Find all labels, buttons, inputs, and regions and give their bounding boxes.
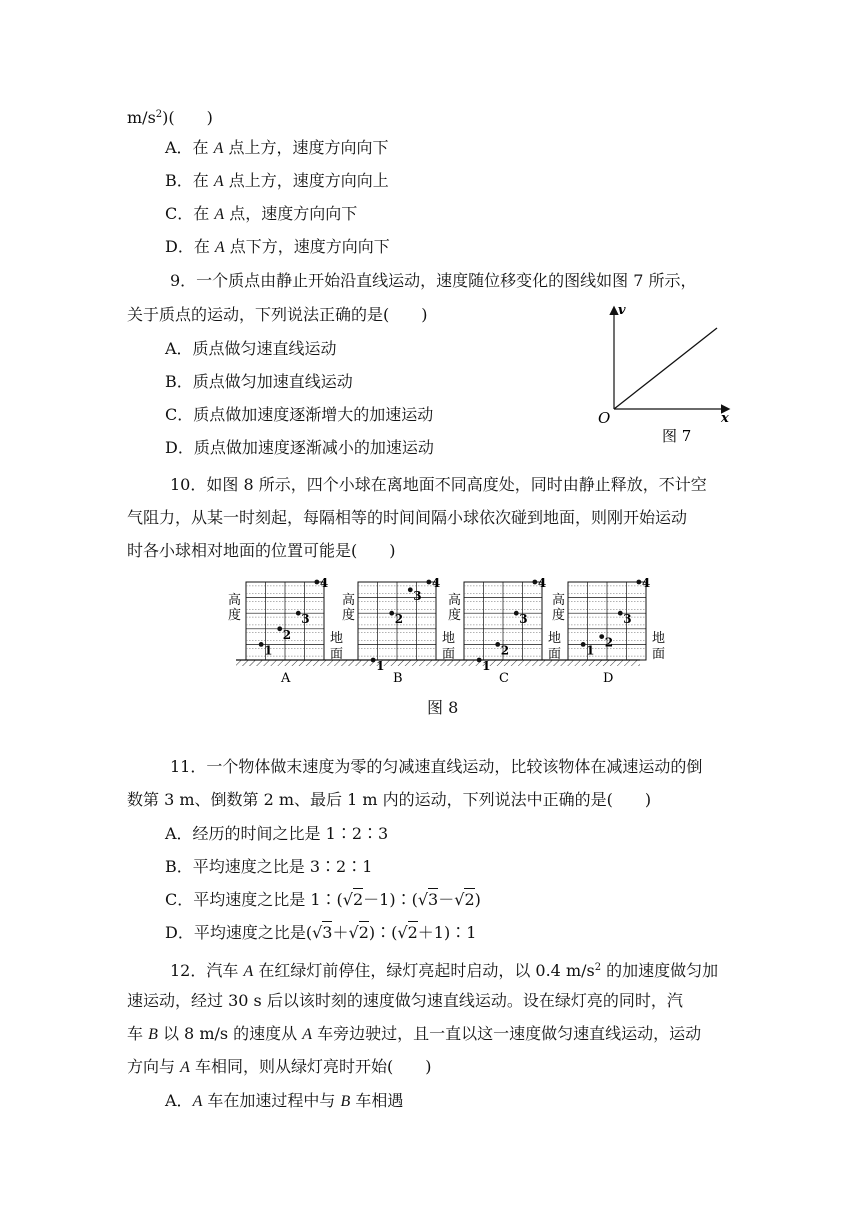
ball-3 — [296, 611, 301, 616]
q11-stem-line2: 数第 3 m、倒数第 2 m、最后 1 m 内的运动，下列说法中正确的是( ) — [127, 790, 652, 809]
ball-1 — [581, 642, 586, 647]
ground-label: 面 — [548, 647, 562, 662]
figure-8 — [228, 574, 666, 690]
ball-3 — [514, 611, 519, 616]
q12-stem-line2: 速运动，经过 30 s 后以该时刻的速度做匀速直线运动。设在绿灯亮的同时，汽 — [127, 991, 683, 1010]
ball-1 — [371, 658, 376, 663]
q12-stem-line3: 车 B 以 8 m/s 的速度从 A 车旁边驶过，且一直以这一速度做匀速直线运动，运动 — [127, 1024, 702, 1043]
ball-label-2: 2 — [282, 627, 292, 642]
ground-label: 面 — [652, 647, 666, 662]
q8-tail: $m/s^2$)( ) — [127, 108, 213, 127]
ball-2 — [495, 642, 500, 647]
q9-stem-line2: 关于质点的运动，下列说法正确的是( ) — [127, 305, 428, 324]
ball-3 — [408, 587, 413, 592]
q12-stem-line4: 方向与 A 车相同，则从绿灯亮时开始( ) — [127, 1057, 432, 1076]
ground-label: 面 — [442, 647, 456, 662]
height-label: 度 — [552, 608, 566, 623]
q10-stem-line3: 时各小球相对地面的位置可能是( ) — [127, 541, 396, 560]
panel-label-a: A — [281, 671, 291, 686]
q10-stem-line1: 10．如图 8 所示，四个小球在离地面不同高度处，同时由静止释放，不计空 — [170, 475, 707, 494]
height-label: 度 — [228, 608, 242, 623]
ground-label: 地 — [652, 631, 666, 646]
q11-stem-line1: 11．一个物体做末速度为零的匀减速直线运动，比较该物体在减速运动的倒 — [170, 757, 703, 776]
q9-option-a: A．质点做匀速直线运动 — [165, 339, 337, 358]
q8-option-c: C．在 A 点，速度方向向下 — [165, 204, 358, 223]
ball-label-1: 1 — [264, 643, 273, 658]
panel-c — [448, 576, 561, 686]
ball-label-2: 2 — [500, 643, 510, 658]
ball-3 — [618, 611, 623, 616]
q12-option-a: A．A 车在加速过程中与 B 车相遇 — [165, 1091, 404, 1110]
ball-label-3: 3 — [301, 612, 310, 627]
height-label: 高 — [228, 593, 242, 608]
ground-label: 地 — [442, 631, 456, 646]
panel-b — [342, 576, 455, 686]
v-axis-label: v — [618, 303, 626, 318]
panel-label-d: D — [603, 671, 614, 686]
height-label: 高 — [552, 593, 566, 608]
ball-4 — [636, 580, 641, 585]
ball-label-1: 1 — [482, 659, 491, 673]
q8-option-a: A．在 A 点上方，速度方向向下 — [165, 138, 389, 157]
v-x-line — [614, 328, 717, 409]
height-label: 度 — [342, 608, 356, 623]
ball-label-4: 4 — [537, 576, 547, 590]
panel-d — [552, 576, 665, 686]
ground-hatch — [236, 660, 640, 666]
ball-label-3: 3 — [519, 612, 528, 627]
q12-stem-line1: 12．汽车 A 在红绿灯前停住，绿灯亮起时启动，以 0.4 $m/s^2$ 的加速度做匀加 — [170, 961, 719, 980]
q10-stem-line2: 气阻力，从某一时刻起，每隔相等的时间间隔小球依次碰到地面，则刚开始运动 — [127, 508, 688, 527]
height-label: 高 — [342, 593, 356, 608]
height-label: 高 — [448, 593, 462, 608]
ground-label: 地 — [330, 631, 344, 646]
figure-7 — [590, 296, 740, 448]
ball-4 — [532, 580, 537, 585]
figure-8-caption: 图 8 — [427, 698, 459, 717]
origin-label: O — [598, 409, 611, 427]
ball-4 — [426, 580, 431, 585]
ground-label: 地 — [548, 631, 562, 646]
q11-option-a: A．经历的时间之比是 1∶2∶3 — [165, 824, 389, 843]
ball-label-2: 2 — [394, 612, 404, 627]
ball-4 — [314, 580, 319, 585]
ball-label-3: 3 — [413, 588, 422, 603]
ball-label-4: 4 — [641, 576, 651, 590]
ball-label-3: 3 — [623, 612, 632, 627]
q9-option-d: D．质点做加速度逐渐减小的加速运动 — [165, 438, 434, 457]
ball-label-1: 1 — [586, 643, 595, 658]
panel-label-b: B — [393, 671, 403, 686]
q11-option-b: B．平均速度之比是 3∶2∶1 — [165, 857, 373, 876]
ball-2 — [277, 626, 282, 631]
panel-label-c: C — [499, 671, 509, 686]
q9-stem-line1: 9．一个质点由静止开始沿直线运动，速度随位移变化的图线如图 7 所示， — [170, 271, 697, 290]
ball-label-1: 1 — [376, 659, 385, 673]
figure-7-caption: 图 7 — [662, 427, 692, 445]
height-label: 度 — [448, 608, 462, 623]
x-axis-label: x — [721, 411, 729, 426]
q11-option-d: D．平均速度之比是(√3＋√2)∶(√2＋1)∶1 — [165, 923, 477, 942]
panel-a — [228, 576, 343, 686]
q8-option-d: D．在 A 点下方，速度方向向下 — [165, 237, 390, 256]
ball-label-4: 4 — [431, 576, 441, 590]
ball-label-2: 2 — [604, 635, 614, 650]
q9-option-b: B．质点做匀加速直线运动 — [165, 372, 353, 391]
q8-option-b: B．在 A 点上方，速度方向向上 — [165, 171, 389, 190]
ball-1 — [259, 642, 264, 647]
ball-2 — [389, 611, 394, 616]
q11-option-c: C．平均速度之比是 1∶(√2－1)∶(√3－√2) — [165, 890, 481, 909]
ball-2 — [599, 634, 604, 639]
ball-label-4: 4 — [319, 576, 329, 590]
ball-1 — [477, 658, 482, 663]
q9-option-c: C．质点做加速度逐渐增大的加速运动 — [165, 405, 434, 424]
ground-label: 面 — [330, 647, 344, 662]
